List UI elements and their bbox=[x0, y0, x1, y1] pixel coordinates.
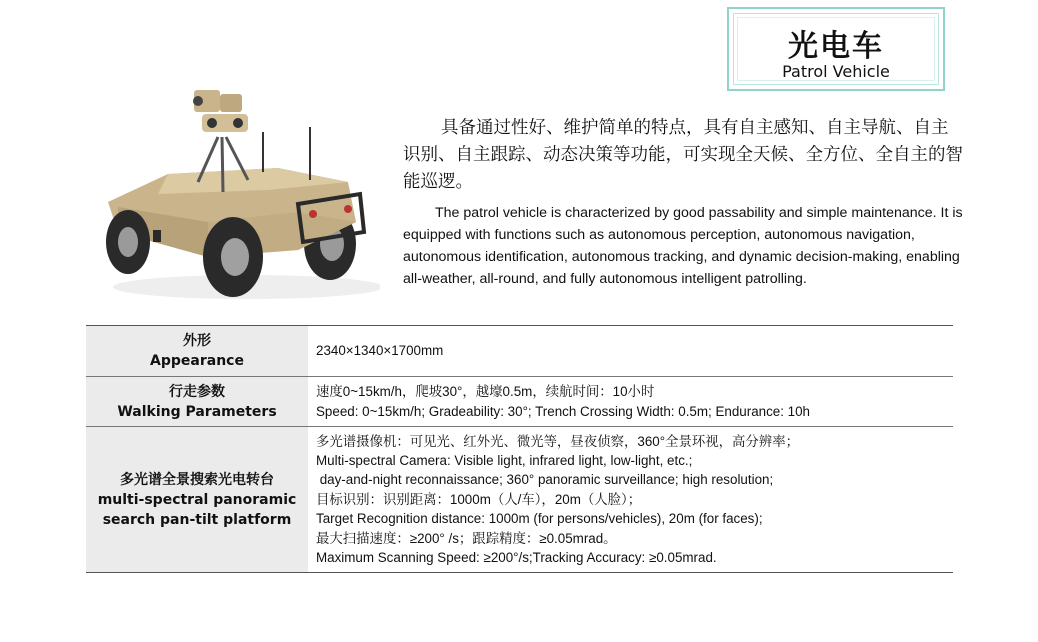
spec-label-cn: 行走参数 bbox=[169, 383, 225, 400]
description-cn: 具备通过性好、维护简单的特点，具有自主感知、自主导航、自主识别、自主跟踪、动态决策等功能，可实现全天候、全方位、全自主的智能巡逻。 bbox=[403, 118, 963, 192]
spec-value-line: Target Recognition distance: 1000m (for persons/vehicles), 20m (for faces); bbox=[316, 511, 763, 527]
spec-label-en: Walking Parameters bbox=[117, 403, 277, 420]
spec-value-line: 2340×1340×1700mm bbox=[316, 343, 444, 359]
spec-value-line: Multi-spectral Camera: Visible light, infrared light, low-light, etc.; bbox=[316, 452, 693, 468]
page-title-cn: 光电车 bbox=[788, 29, 884, 64]
spec-value-line: 多光谱摄像机：可见光、红外光、微光等，昼夜侦察，360°全景环视，高分辨率； bbox=[316, 433, 799, 449]
description-en: The patrol vehicle is characterized by good passability and simple maintenance. It is equipped with functions such as autonomous perception, autonomous navigation, autonomous identification, autonomous tracking, and dynamic decision-making, enabling all-weather, all-round, and fully autonomous intelligent patrolling. bbox=[403, 205, 963, 287]
spec-value-line: 最大扫描速度：≥200° /s；跟踪精度：≥0.05mrad。 bbox=[316, 530, 617, 546]
spec-table bbox=[86, 325, 953, 573]
spec-label bbox=[86, 326, 308, 376]
spec-label bbox=[86, 377, 308, 426]
spec-label-en: multi-spectral panoramic bbox=[97, 491, 297, 508]
spec-value-line: 速度0~15km/h，爬坡30°，越壕0.5m，续航时间：10小时 bbox=[316, 384, 655, 400]
spec-label bbox=[86, 427, 308, 572]
spec-label-en: Appearance bbox=[150, 353, 244, 369]
spec-value-line: Speed: 0~15km/h; Gradeability: 30°; Trench Crossing Width: 0.5m; Endurance: 10h bbox=[316, 403, 811, 419]
page-title-en: Patrol Vehicle bbox=[782, 62, 890, 81]
patrol-vehicle-image bbox=[98, 82, 380, 304]
spec-row-pan-tilt-platform bbox=[86, 426, 953, 572]
spec-label-cn: 多光谱全景搜索光电转台 bbox=[120, 471, 274, 488]
title-box bbox=[727, 7, 945, 91]
spec-value bbox=[308, 427, 953, 572]
spec-value bbox=[308, 377, 953, 426]
spec-label-cn: 外形 bbox=[183, 333, 211, 349]
spec-value-line: day-and-night reconnaissance; 360° panoramic surveillance; high resolution; bbox=[316, 472, 774, 488]
spec-label-en: search pan-tilt platform bbox=[102, 511, 292, 528]
spec-row-appearance bbox=[86, 326, 953, 376]
spec-row-walking-parameters bbox=[86, 376, 953, 426]
spec-value-line: 目标识别：识别距离：1000m（人/车），20m（人脸）； bbox=[316, 491, 642, 507]
spec-value-line: Maximum Scanning Speed: ≥200°/s;Tracking Accuracy: ≥0.05mrad. bbox=[316, 550, 717, 566]
spec-value bbox=[308, 326, 953, 376]
